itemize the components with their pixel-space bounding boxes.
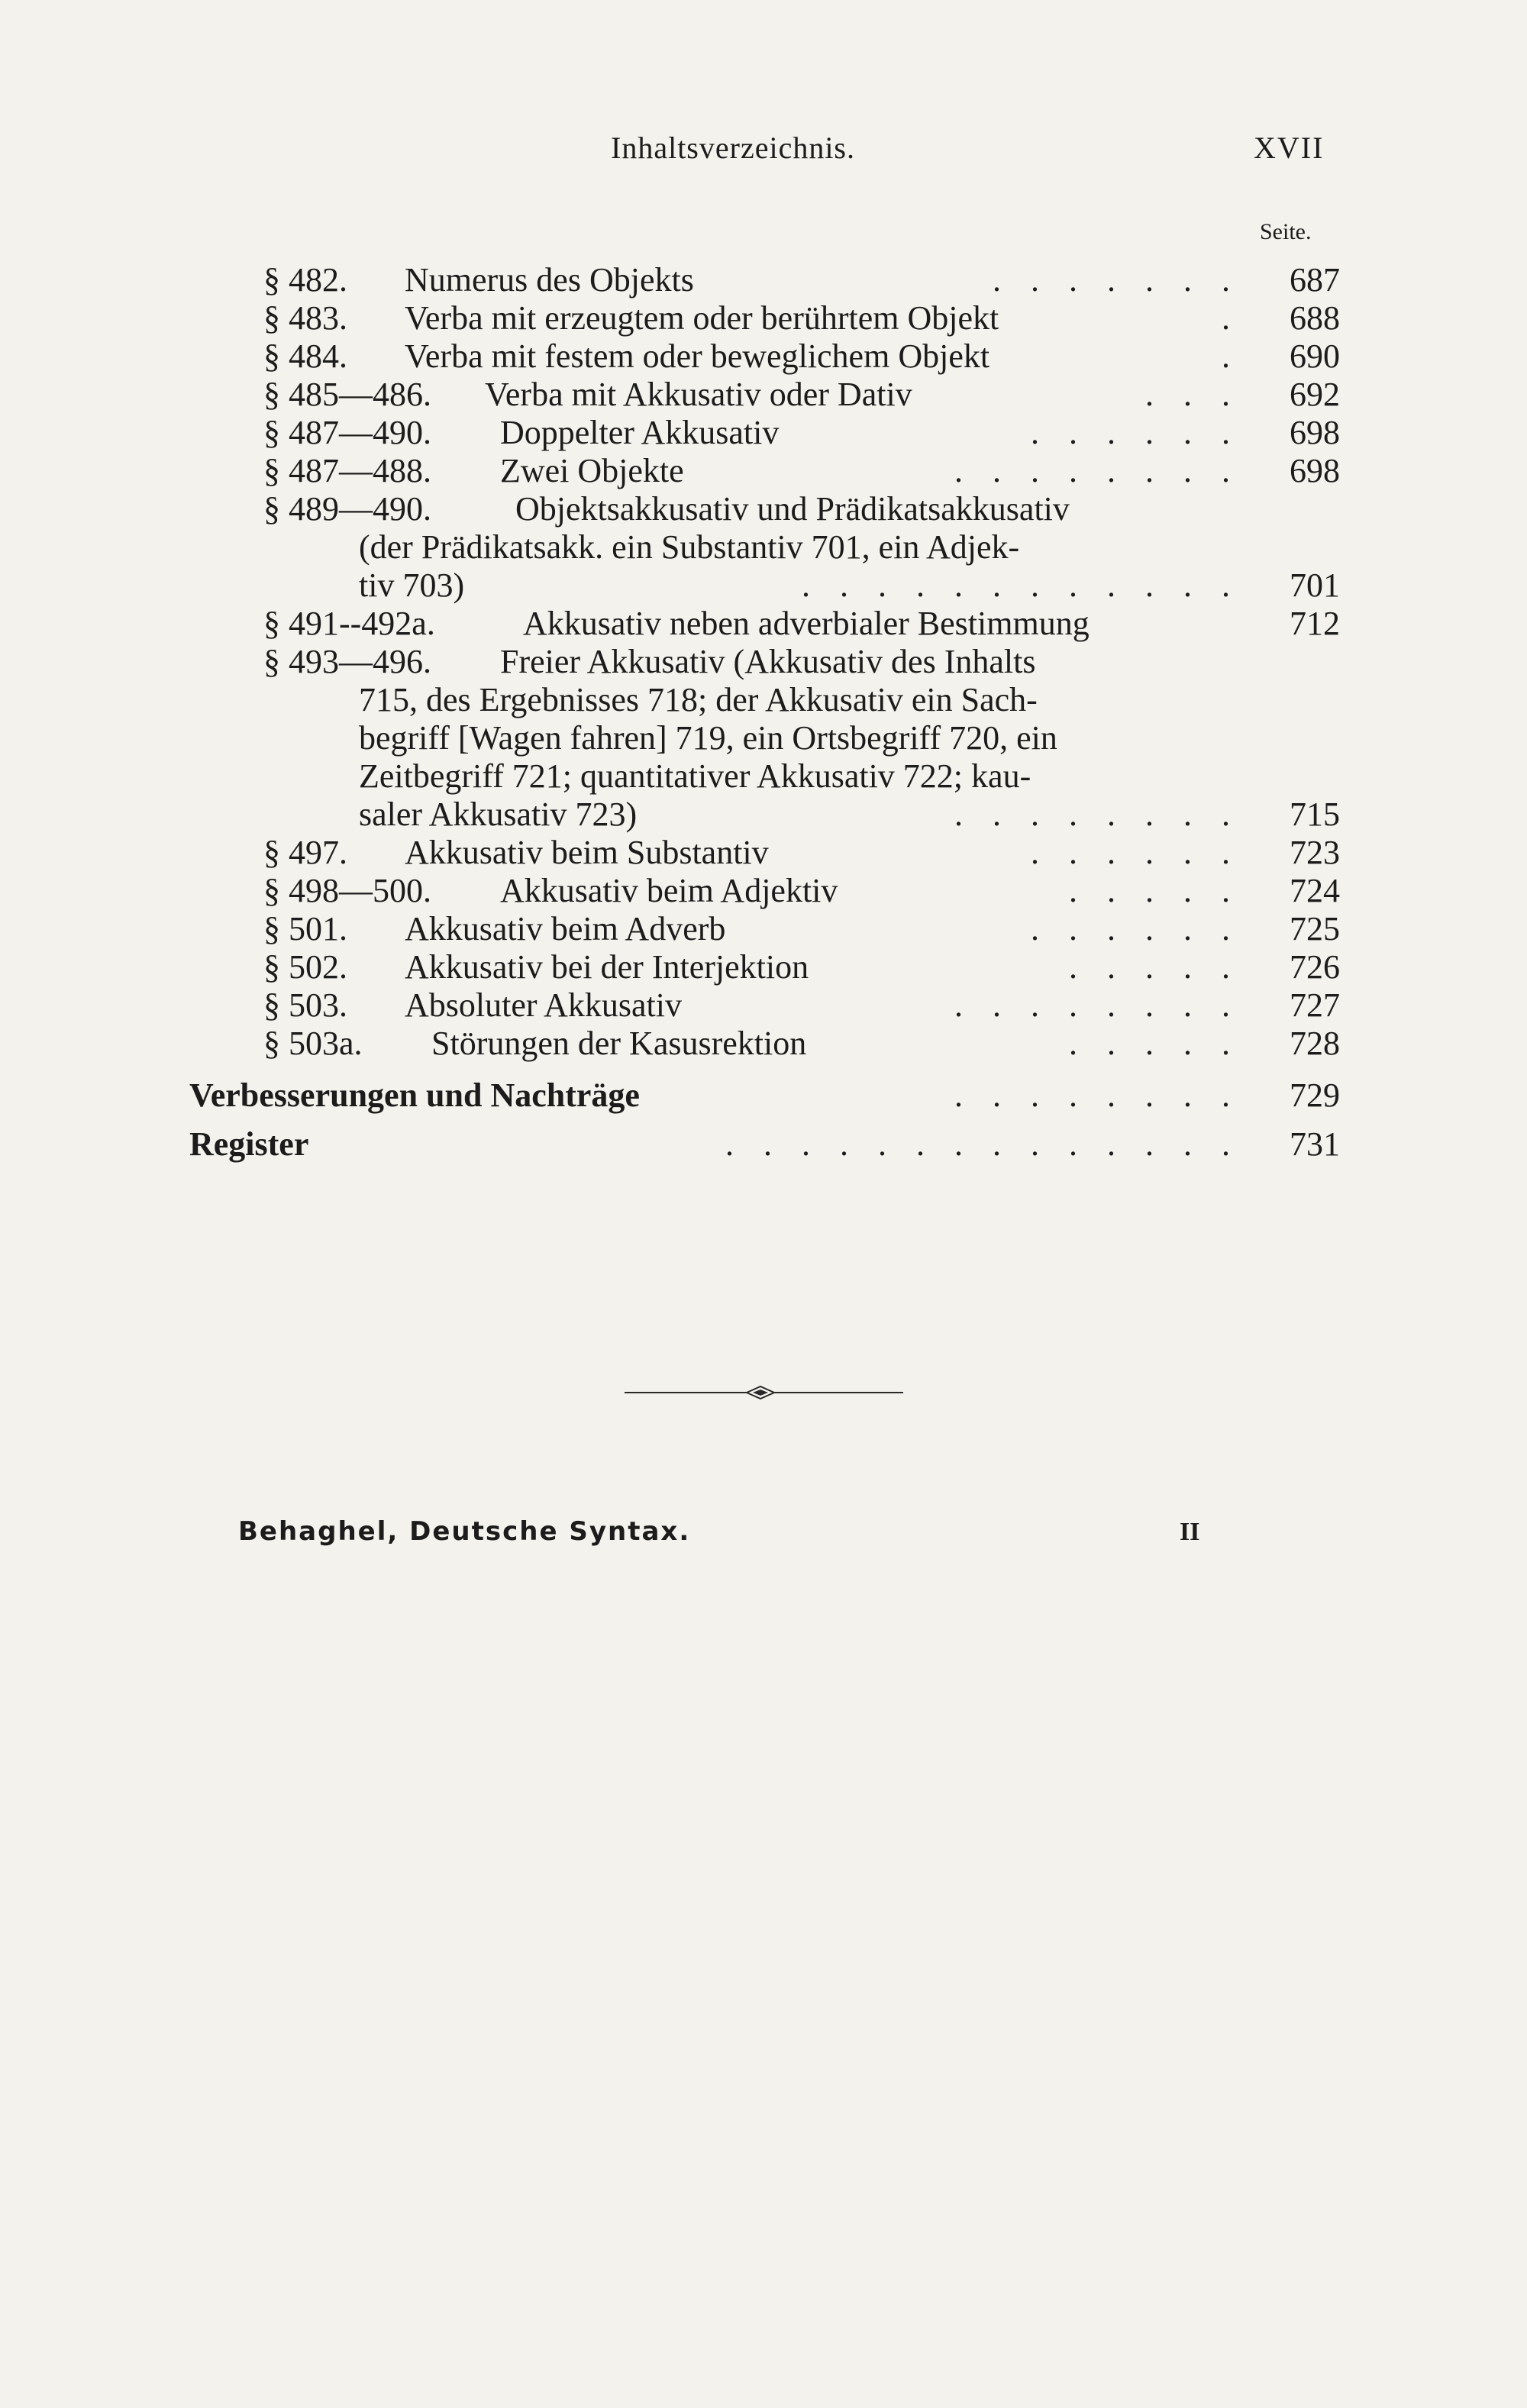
section-number: § 493—496. xyxy=(263,643,431,680)
ornament-divider xyxy=(625,1383,903,1402)
entry-page: 698 xyxy=(1290,452,1340,489)
leader-dots: . . . . . . . . xyxy=(954,796,1241,833)
section-number: § 487—490. xyxy=(263,414,431,451)
entry-title: Freier Akkusativ (Akkusativ des Inhalts xyxy=(500,643,1036,680)
entry-title: Numerus des Objekts xyxy=(405,261,694,299)
leader-dots: . . . . . xyxy=(1069,948,1241,986)
entry-title: Akkusativ beim Substantiv xyxy=(405,834,769,871)
entry-title: Verba mit Akkusativ oder Dativ xyxy=(485,376,912,413)
entry-continuation: saler Akkusativ 723) xyxy=(359,796,638,833)
leader-dots: . . . . . . xyxy=(1031,910,1241,947)
toc-entry xyxy=(263,490,1340,528)
entry-page: 728 xyxy=(1290,1025,1340,1062)
entry-title: Verba mit festem oder beweglichem Objekt xyxy=(405,337,990,375)
entry-page: 698 xyxy=(1290,414,1340,451)
leader-dots: . . . . . . . . . . . . xyxy=(802,566,1241,604)
section-number: § 483. xyxy=(263,299,347,337)
toc-entry xyxy=(263,872,1340,910)
signature-line: Behaghel, Deutsche Syntax. xyxy=(238,1516,691,1547)
entry-page: 723 xyxy=(1290,834,1340,871)
entry-continuation: Zeitbegriff 721; quantitativer Akkusativ 722; kau- xyxy=(359,757,1031,795)
entry-title: Verba mit erzeugtem oder berührtem Objekt xyxy=(405,299,999,337)
leader-dots: . . . . . . . . xyxy=(954,1076,1241,1114)
entry-title: Doppelter Akkusativ xyxy=(500,414,780,451)
sheet-signature: II xyxy=(1180,1518,1200,1546)
entry-page: 726 xyxy=(1290,948,1340,986)
entry-page: 701 xyxy=(1290,566,1340,604)
toc-entry xyxy=(263,643,1340,681)
leader-dots: . . . . . . . . xyxy=(954,452,1241,489)
entry-page: 688 xyxy=(1290,299,1340,337)
toc-entry xyxy=(263,452,1340,490)
entry-continuation: begriff [Wagen fahren] 719, ein Ortsbegriff 720, ein xyxy=(359,719,1057,757)
leader-dots: . . . . . . xyxy=(1031,834,1241,871)
entry-page: 712 xyxy=(1290,605,1340,642)
leader-dots: . . . . . . xyxy=(1031,414,1241,451)
leader-dots: . xyxy=(1222,299,1241,337)
section-number: § 482. xyxy=(263,261,347,299)
leader-dots: . . . . . . . xyxy=(993,261,1241,299)
entry-page: 727 xyxy=(1290,986,1340,1024)
entry-title: Störungen der Kasusrektion xyxy=(431,1025,807,1062)
leader-dots: . . . . . . . . xyxy=(954,986,1241,1024)
toc-entry xyxy=(263,414,1340,452)
entry-title: Akkusativ neben adverbialer Bestimmung xyxy=(523,605,1090,642)
entry-title: Akkusativ beim Adjektiv xyxy=(500,872,838,909)
leader-dots: . . . . . . . . . . . . . . xyxy=(725,1125,1241,1163)
ornament-diamond-fill xyxy=(753,1390,768,1396)
entry-page: 731 xyxy=(1290,1125,1340,1163)
back-matter-title: Verbesserungen und Nachträge xyxy=(189,1076,640,1114)
leader-dots: . xyxy=(1222,337,1241,375)
toc-entry xyxy=(263,376,1340,414)
toc-entry xyxy=(263,299,1340,337)
leader-dots: . . . . . xyxy=(1069,1025,1241,1062)
back-matter-title: Register xyxy=(189,1125,309,1163)
toc-back-matter-entry xyxy=(189,1076,1340,1115)
toc-entry xyxy=(263,986,1340,1025)
entry-page: 715 xyxy=(1290,796,1340,833)
entry-continuation: 715, des Ergebnisses 718; der Akkusativ ein Sach- xyxy=(359,681,1038,718)
entry-page: 724 xyxy=(1290,872,1340,909)
toc-entry-continuation xyxy=(263,566,1340,605)
entry-title: Objektsakkusativ und Prädikatsakkusativ xyxy=(515,490,1070,528)
section-number: § 485—486. xyxy=(263,376,431,413)
entry-title: Akkusativ bei der Interjektion xyxy=(405,948,809,986)
leader-dots: . . . xyxy=(1145,376,1241,413)
section-number: § 484. xyxy=(263,337,347,375)
section-number: § 501. xyxy=(263,910,347,947)
toc-entry xyxy=(263,834,1340,872)
leader-dots: . . . . . xyxy=(1069,872,1241,909)
running-head-title: Inhaltsverzeichnis. xyxy=(611,131,855,165)
toc-entry xyxy=(263,910,1340,948)
section-number: § 503a. xyxy=(263,1025,363,1062)
page-column-label: Seite. xyxy=(1260,219,1312,244)
entry-continuation: tiv 703) xyxy=(359,566,465,604)
entry-page: 729 xyxy=(1290,1076,1340,1114)
section-number: § 502. xyxy=(263,948,347,986)
toc-back-matter-entry xyxy=(189,1125,1340,1164)
entry-title: Akkusativ beim Adverb xyxy=(405,910,726,947)
entry-title: Zwei Objekte xyxy=(500,452,684,489)
entry-page: 687 xyxy=(1290,261,1340,299)
entry-page: 692 xyxy=(1290,376,1340,413)
toc-entry xyxy=(263,337,1340,376)
toc-entry-continuation xyxy=(263,796,1340,834)
toc-entry xyxy=(263,605,1340,643)
entry-page: 725 xyxy=(1290,910,1340,947)
entry-page: 690 xyxy=(1290,337,1340,375)
section-number: § 489—490. xyxy=(263,490,431,528)
entry-title: Absoluter Akkusativ xyxy=(405,986,682,1024)
page-number: XVII xyxy=(1254,131,1325,165)
page-header xyxy=(0,130,1527,176)
entry-continuation: (der Prädikatsakk. ein Substantiv 701, ein Adjek- xyxy=(359,528,1020,566)
toc-entry xyxy=(263,948,1340,986)
section-number: § 491--492a. xyxy=(263,605,435,642)
section-number: § 498—500. xyxy=(263,872,431,909)
section-number: § 503. xyxy=(263,986,347,1024)
toc-entry xyxy=(263,261,1340,299)
section-number: § 487—488. xyxy=(263,452,431,489)
section-number: § 497. xyxy=(263,834,347,871)
toc-entry xyxy=(263,1025,1340,1063)
